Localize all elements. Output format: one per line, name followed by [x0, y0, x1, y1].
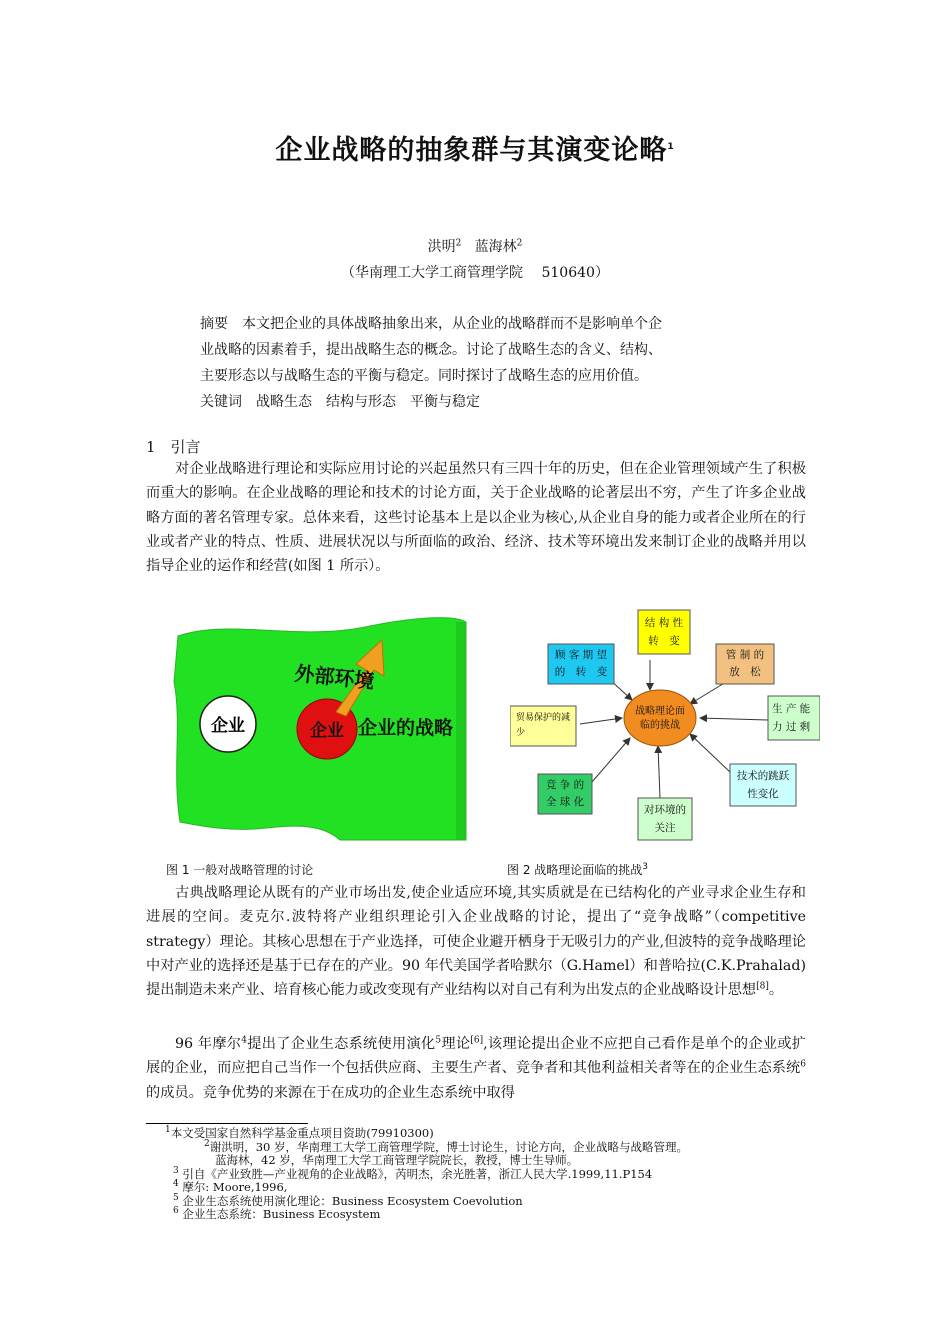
- section-heading: 1 引言: [146, 438, 201, 456]
- enterprise-label-right: 企业: [310, 721, 344, 741]
- footnote-5: $^5$ 企业生态系统使用演化理论：Business Ecosystem Coevolution: [173, 1192, 523, 1208]
- paper-title: 企业战略的抽象群与其演变论略$^1$: [275, 135, 675, 166]
- abstract-line: 业战略的因素着手，提出战略生态的概念。讨论了战略生态的含义、结构、: [200, 342, 662, 358]
- box-environment-label: 对环境的关注: [644, 804, 686, 834]
- footnote-2: $^2$谢洪明，30 岁，华南理工大学工商管理学院，博士讨论生，讨论方向，企业战略与战略管理。: [204, 1138, 689, 1154]
- right-edge-shade: [456, 622, 466, 840]
- strategy-label: 企业的战略: [358, 717, 454, 739]
- box-structural-change-label: 结 构 性 转 变: [644, 617, 684, 647]
- enterprise-label-left: 企业: [211, 716, 245, 736]
- external-environment-label: 外部环境: [293, 661, 376, 694]
- abstract: [200, 311, 760, 415]
- figure-1-caption: 图 1 一般对战略管理的讨论: [166, 863, 314, 877]
- body-paragraph: 96 年摩尔$^4$提出了企业生态系统使用演化$^5$理论[6],该理论提出企业不应把自己看作是单个的企业或扩展的企业，而应把自己当作一个包括供应商、主要生产者、竞争者和其他利益相关者等在的企业生态系统$^6$的成员。竞争优势的来源在于在成功的企业生态系统中取得: [146, 1035, 806, 1101]
- box-trade-protection-label: 贸易保护的减少: [516, 713, 571, 738]
- footnote-1: $^1$本文受国家自然科学基金重点项目资助(79910300): [165, 1125, 434, 1140]
- box-deregulation-label: 管 制 的 放 松: [725, 649, 765, 678]
- figure-2-caption: 图 2 战略理论面临的挑战$^3$: [507, 862, 648, 877]
- figure-2-diagram: [510, 608, 820, 844]
- footnote-6: $^6$ 企业生态系统：Business Ecosystem: [173, 1206, 381, 1221]
- body-paragraph: 古典战略理论从既有的产业市场出发,使企业适应环境,其实质就是在已结构化的产业寻求企业生存和进展的空间。麦克尔.波特将产业组织理论引入企业战略的讨论，提出了“竞争战略”（competitive strategy）理论。其核心思想在于产业选择，可使企业避开栖身于无吸引力的产业,但波特的竞争战略理论中对产业的选择还是基于已存在的产业。90 年代美国学者哈默尔（G.Hamel）和普哈拉(C.K.Prahalad)提出制造未来产业、培育核心能力或改变现有产业结构以对自己有利为出发点的企业战略设计思想[8]。: [146, 885, 806, 999]
- body-paragraph: 对企业战略进行理论和实际应用讨论的兴起虽然只有三四十年的历史，但在企业管理领域产生了积极而重大的影响。在企业战略的理论和技术的讨论方面，关于企业战略的论著层出不穷，产生了许多企业战略方面的著名管理专家。总体来看，这些讨论基本上是以企业为核心,从企业自身的能力或者企业所在的行业或者产业的特点、性质、进展状况以与所面临的政治、经济、技术等环境出发来制订企业的战略并用以指导企业的运作和经营(如图 1 所示）。: [146, 461, 806, 575]
- keywords-line: 关键词 战略生态 结构与形态 平衡与稳定: [200, 394, 480, 410]
- box-globalization-label: 竞 争 的 全 球 化: [545, 779, 585, 808]
- footnotes: [165, 1127, 845, 1222]
- footnote-2b: 蓝海林，42 岁，华南理工大学工商管理学院院长，教授，博士生导师。: [215, 1153, 579, 1167]
- footnote-separator: [146, 1123, 308, 1124]
- author-line: 洪明$^2$ 蓝海林$^2$: [427, 238, 523, 255]
- box-customer-expectation-label: 顾 客 期 望 的 转 变: [554, 649, 608, 678]
- figure-1-diagram: [170, 612, 468, 842]
- abstract-line: 摘要 本文把企业的具体战略抽象出来，从企业的战略群而不是影响单个企: [200, 316, 662, 332]
- box-overcapacity-label: 生 产 能 力 过 剩: [772, 703, 811, 733]
- challenge-center-label: 战略理论面临的挑战: [635, 706, 685, 731]
- footnote-3: $^3$ 引自《产业致胜—产业视角的企业战略》，芮明杰，余光胜著，浙江人民大学.1999,11.P154: [173, 1165, 653, 1181]
- abstract-line: 主要形态以与战略生态的平衡与稳定。同时探讨了战略生态的应用价值。: [200, 368, 648, 384]
- footnote-4: $^4$ 摩尔: Moore,1996,: [173, 1179, 288, 1194]
- box-technology-jump-label: 技术的跳跃性变化: [736, 770, 790, 800]
- challenge-center-node: [624, 690, 696, 746]
- affiliation: （华南理工大学工商管理学院 510640）: [341, 265, 609, 281]
